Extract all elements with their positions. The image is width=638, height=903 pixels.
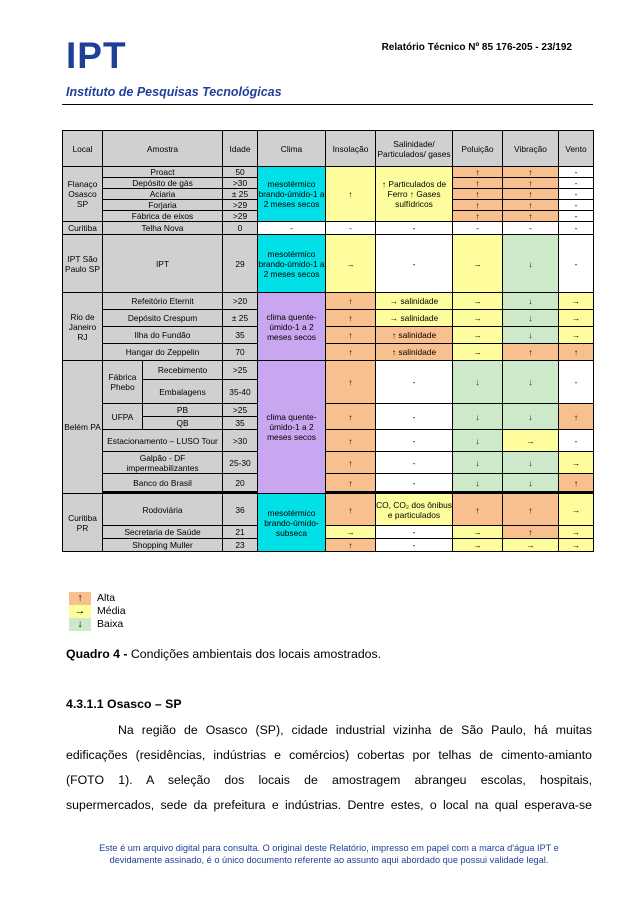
ipt-logo: IPT — [66, 35, 127, 76]
col-amostra: Amostra — [103, 131, 223, 167]
local-belem: Belém PA — [63, 361, 103, 494]
table-row: Curitiba PR Rodoviária 36 mesotérmico brando-úmido-subseca ↑ CO, CO₂ dos ônibus e particulados ↑ ↑ → — [63, 494, 594, 526]
local-curitiba-pr: Curitiba PR — [63, 494, 103, 552]
table-row: QB 35 — [63, 417, 594, 430]
table-row: Secretaria de Saúde 21 → - → ↑ → — [63, 526, 594, 539]
table-row: UFPA PB >25 ↑ - ↓ ↓ ↑ — [63, 404, 594, 417]
clima-curitiba: mesotérmico brando-úmido-subseca — [258, 494, 326, 552]
table-row: Galpão - DF impermeabilizantes 25-30 ↑ - ↓ ↓ → — [63, 452, 594, 474]
table-row: Flanaço Osasco SP Proact 50 mesotérmico brando-úmido-1 a 2 meses secos ↑ ↑ Particulados de Ferro ↑ Gases sulfídricos ↑ ↑ - — [63, 167, 594, 178]
table-header-row — [63, 131, 594, 167]
table-row: Fábrica de eixos >29 ↑ ↑ - — [63, 211, 594, 222]
table-row: Forjaria >29 ↑ ↑ - — [63, 200, 594, 211]
legend-arrow-down-icon: ↓ — [69, 618, 91, 631]
col-clima: Clima — [258, 131, 326, 167]
table-row: Banco do Brasil 20 ↑ - ↓ ↓ ↑ — [63, 474, 594, 492]
col-insolacao: Insolação — [326, 131, 376, 167]
col-local: Local — [63, 131, 103, 167]
clima-rio: clima quente-úmido-1 a 2 meses secos — [258, 293, 326, 361]
institute-name: Instituto de Pesquisas Tecnológicas — [66, 85, 282, 99]
table-row: Curitiba Telha Nova 0 - - - - - - — [63, 222, 594, 235]
table-row: Shopping Muller 23 ↑ - → → → — [63, 539, 594, 552]
table-row: Depósito de gás >30 ↑ ↑ - — [63, 178, 594, 189]
footer-disclaimer: Este é um arquivo digital para consulta. O original deste Relatório, impresso em papel com a marca d'água IPT e devidamente assinado, é o único documento referente ao assunto aqui abordado que possui validade legal. — [99, 843, 559, 865]
clima-osasco: mesotérmico brando-úmido-1 a 2 meses secos — [258, 167, 326, 222]
local-rio: Rio de Janeiro RJ — [63, 293, 103, 361]
header-divider — [62, 104, 593, 105]
environment-conditions-table — [62, 130, 594, 552]
col-vibracao: Vibração — [503, 131, 559, 167]
local-osasco: Flanaço Osasco SP — [63, 167, 103, 222]
col-poluicao: Poluição — [453, 131, 503, 167]
col-salinidade: Salinidade/ Particulados/ gases — [376, 131, 453, 167]
legend-arrow-right-icon: → — [69, 605, 91, 618]
table-row: Rio de Janeiro RJ Refeitório Eternit >20 clima quente-úmido-1 a 2 meses secos ↑ → salinidade → ↓ → — [63, 293, 594, 310]
table-row: Hangar do Zeppelin 70 ↑ ↑ salinidade → ↑ ↑ — [63, 344, 594, 361]
table-caption: Quadro 4 - Condições ambientais dos locais amostrados. — [66, 647, 382, 661]
legend: ↑ Alta → Média ↓ Baixa — [69, 592, 126, 631]
report-number: Relatório Técnico Nº 85 176-205 - 23/192 — [381, 42, 572, 53]
table-row: Aciaria ± 25 ↑ ↑ - — [63, 189, 594, 200]
table-row: IPT São Paulo SP IPT 29 mesotérmico brando-úmido-1 a 2 meses secos → - → ↓ - — [63, 235, 594, 293]
col-idade: Idade — [223, 131, 258, 167]
body-paragraph: Na região de Osasco (SP), cidade industrial vizinha de São Paulo, há muitas edificações (residências, indústrias e comércios) cobertas por telhas de cimento-amianto (FOTO 1). A seleção dos locais de amostragem abrangeu escolas, hospitais, supermercados, sede da prefeitura e indústrias. Dentre estes, o local na qual esperava-se — [66, 723, 592, 812]
table-row: Depósito Crespum ± 25 ↑ → salinidade → ↓ → — [63, 310, 594, 327]
table-row: Belém PA Fábrica Phebo Recebimento >25 clima quente-úmido-1 a 2 meses secos ↑ - ↓ ↓ - — [63, 361, 594, 380]
table-row: Ilha do Fundão 35 ↑ ↑ salinidade → ↓ → — [63, 327, 594, 344]
col-vento: Vento — [559, 131, 594, 167]
table-row: Estacionamento – LUSO Tour >30 ↑ - ↓ → - — [63, 430, 594, 452]
clima-belem: clima quente-úmido-1 a 2 meses secos — [258, 361, 326, 494]
section-heading: 4.3.1.1 Osasco – SP — [66, 697, 182, 711]
legend-arrow-up-icon: ↑ — [69, 592, 91, 605]
table-row: Embalagens 35-40 — [63, 380, 594, 404]
